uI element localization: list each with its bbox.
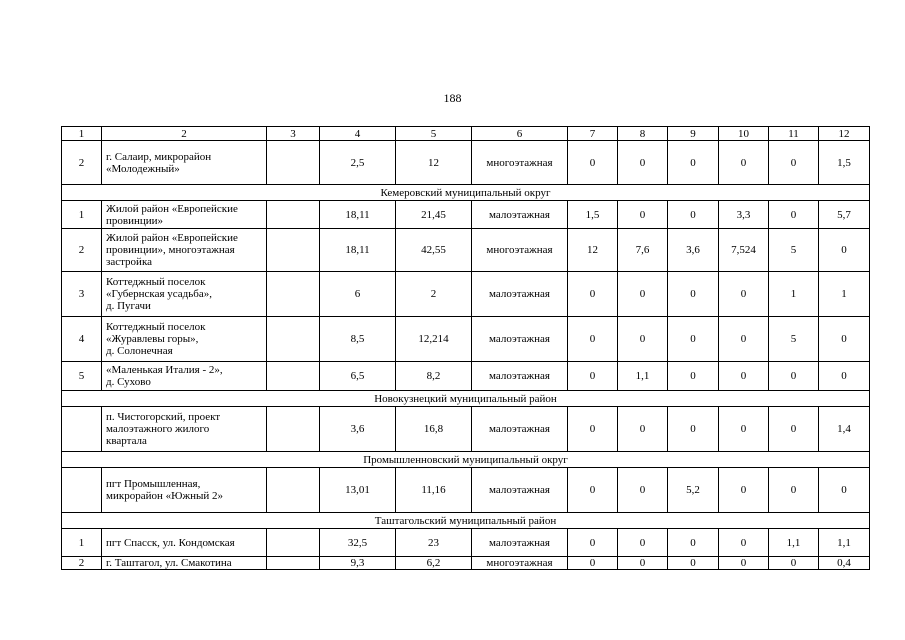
data-table (61, 126, 870, 570)
table-cell: 2,5 (320, 141, 396, 185)
section-title: Таштагольский муниципальный район (62, 513, 870, 529)
table-cell: 1,4 (819, 407, 870, 452)
table-cell: 0 (568, 407, 618, 452)
table-row (62, 362, 870, 391)
table-cell: 2 (62, 557, 102, 570)
table-cell: 0 (769, 362, 819, 391)
column-number-cell: 4 (320, 127, 396, 141)
section-title: Новокузнецкий муниципальный район (62, 391, 870, 407)
column-number-cell: 10 (719, 127, 769, 141)
table-cell: 1,1 (769, 529, 819, 557)
table-cell: 2 (62, 141, 102, 185)
column-number-cell: 9 (668, 127, 719, 141)
table-cell (267, 229, 320, 272)
table-cell: 0 (769, 468, 819, 513)
table-cell (267, 362, 320, 391)
table-cell: 0 (668, 201, 719, 229)
table-cell: 0 (668, 557, 719, 570)
table-cell (267, 529, 320, 557)
table-cell: малоэтажная (472, 529, 568, 557)
table-cell (267, 272, 320, 317)
table-cell: 12 (568, 229, 618, 272)
table-cell: 0 (568, 362, 618, 391)
table-cell: 12 (396, 141, 472, 185)
table-cell: 11,16 (396, 468, 472, 513)
table-cell: малоэтажная (472, 407, 568, 452)
object-name-cell: пгт Спасск, ул. Кондомская (102, 529, 267, 557)
table-cell: 6,2 (396, 557, 472, 570)
table-cell: 0 (769, 201, 819, 229)
section-title: Промышленновский муниципальный округ (62, 452, 870, 468)
table-cell: 0 (568, 468, 618, 513)
table-cell: многоэтажная (472, 229, 568, 272)
table-cell: 0 (618, 529, 668, 557)
object-name-cell: Коттеджный поселок «Губернская усадьба», д. Пугачи (102, 272, 267, 317)
table-cell: 0 (618, 201, 668, 229)
column-number-cell: 2 (102, 127, 267, 141)
table-cell (62, 468, 102, 513)
table-cell: 0 (668, 529, 719, 557)
table-cell: малоэтажная (472, 201, 568, 229)
table-cell: 0 (819, 229, 870, 272)
object-name-cell: «Маленькая Италия - 2», д. Сухово (102, 362, 267, 391)
table-cell: малоэтажная (472, 317, 568, 362)
table-cell: многоэтажная (472, 557, 568, 570)
object-name-cell: Жилой район «Европейские провинции» (102, 201, 267, 229)
table-cell: 3,6 (320, 407, 396, 452)
table-cell: 13,01 (320, 468, 396, 513)
table-cell: 12,214 (396, 317, 472, 362)
table-cell: 9,3 (320, 557, 396, 570)
table-cell: 3,3 (719, 201, 769, 229)
table-cell: 5,2 (668, 468, 719, 513)
table-cell: 0 (719, 141, 769, 185)
table-row (62, 468, 870, 513)
table-cell: 0 (568, 317, 618, 362)
table-cell: 0 (618, 468, 668, 513)
table-cell: 0 (568, 272, 618, 317)
table-cell: 0 (719, 557, 769, 570)
table-cell: 5 (769, 317, 819, 362)
table-cell: 0 (568, 529, 618, 557)
object-name-cell: п. Чистогорский, проект малоэтажного жилого квартала (102, 407, 267, 452)
table-cell: 8,5 (320, 317, 396, 362)
table-cell: 2 (396, 272, 472, 317)
table-cell (267, 141, 320, 185)
table-cell: 0 (568, 557, 618, 570)
table-cell: 0 (668, 362, 719, 391)
table-cell (267, 407, 320, 452)
table-cell (62, 407, 102, 452)
table-cell: 0 (719, 362, 769, 391)
table-cell: 3,6 (668, 229, 719, 272)
table-cell: 8,2 (396, 362, 472, 391)
table-cell: 0 (819, 317, 870, 362)
section-row (62, 391, 870, 407)
table-cell: 0 (719, 272, 769, 317)
table-cell: 0 (819, 362, 870, 391)
table-cell: 1,1 (618, 362, 668, 391)
column-number-cell: 6 (472, 127, 568, 141)
table-cell: 0 (719, 529, 769, 557)
table-cell: 1,5 (568, 201, 618, 229)
table-cell: 2 (62, 229, 102, 272)
table-cell: 7,6 (618, 229, 668, 272)
table-cell: 18,11 (320, 229, 396, 272)
table-cell: 0 (618, 272, 668, 317)
object-name-cell: Жилой район «Европейские провинции», многоэтажная застройка (102, 229, 267, 272)
column-number-cell: 5 (396, 127, 472, 141)
table-cell: многоэтажная (472, 141, 568, 185)
table-cell: 0 (668, 407, 719, 452)
table-cell: 0 (719, 407, 769, 452)
table-cell: 3 (62, 272, 102, 317)
object-name-cell: пгт Промышленная, микрорайон «Южный 2» (102, 468, 267, 513)
table-cell: 1,5 (819, 141, 870, 185)
table-cell: 23 (396, 529, 472, 557)
table-cell: малоэтажная (472, 468, 568, 513)
table-cell: 21,45 (396, 201, 472, 229)
table-row (62, 229, 870, 272)
table-cell: 0,4 (819, 557, 870, 570)
table-cell (267, 201, 320, 229)
table-cell: 42,55 (396, 229, 472, 272)
table-cell: 5 (62, 362, 102, 391)
section-row (62, 513, 870, 529)
table-cell: 0 (719, 317, 769, 362)
table-cell: 0 (668, 272, 719, 317)
column-number-cell: 11 (769, 127, 819, 141)
page-number: 188 (443, 91, 462, 105)
column-number-cell: 7 (568, 127, 618, 141)
table-cell: 0 (618, 317, 668, 362)
table-cell: 0 (769, 407, 819, 452)
table-cell: 0 (769, 141, 819, 185)
table-cell: 4 (62, 317, 102, 362)
table-row (62, 272, 870, 317)
table-header-row (62, 127, 870, 141)
section-row (62, 452, 870, 468)
table-row (62, 141, 870, 185)
table-cell: 0 (618, 557, 668, 570)
table-cell: 1 (819, 272, 870, 317)
table-cell (267, 468, 320, 513)
table-cell: 0 (668, 141, 719, 185)
table-cell: 0 (618, 407, 668, 452)
table-cell: 1 (62, 201, 102, 229)
object-name-cell: г. Салаир, микрорайон «Молодежный» (102, 141, 267, 185)
table-row (62, 529, 870, 557)
column-number-cell: 3 (267, 127, 320, 141)
table-cell: 0 (618, 141, 668, 185)
table-row (62, 201, 870, 229)
section-title: Кемеровский муниципальный округ (62, 185, 870, 201)
table-cell: 6,5 (320, 362, 396, 391)
table-cell: 5 (769, 229, 819, 272)
table-row (62, 557, 870, 570)
column-number-cell: 8 (618, 127, 668, 141)
table-cell: малоэтажная (472, 362, 568, 391)
table-cell: 0 (819, 468, 870, 513)
table-cell: 6 (320, 272, 396, 317)
table-cell: 1,1 (819, 529, 870, 557)
table-cell: малоэтажная (472, 272, 568, 317)
table-cell (267, 317, 320, 362)
column-number-cell: 12 (819, 127, 870, 141)
table-cell: 0 (568, 141, 618, 185)
table-cell (267, 557, 320, 570)
object-name-cell: г. Таштагол, ул. Смакотина (102, 557, 267, 570)
table-row (62, 317, 870, 362)
table-cell: 1 (62, 529, 102, 557)
table-cell: 1 (769, 272, 819, 317)
table-cell: 0 (769, 557, 819, 570)
table-cell: 0 (719, 468, 769, 513)
section-row (62, 185, 870, 201)
column-number-cell: 1 (62, 127, 102, 141)
table-cell: 32,5 (320, 529, 396, 557)
object-name-cell: Коттеджный поселок «Журавлевы горы», д. Солонечная (102, 317, 267, 362)
table-row (62, 407, 870, 452)
table-cell: 18,11 (320, 201, 396, 229)
table-cell: 0 (668, 317, 719, 362)
table-cell: 7,524 (719, 229, 769, 272)
table-cell: 5,7 (819, 201, 870, 229)
table-cell: 16,8 (396, 407, 472, 452)
